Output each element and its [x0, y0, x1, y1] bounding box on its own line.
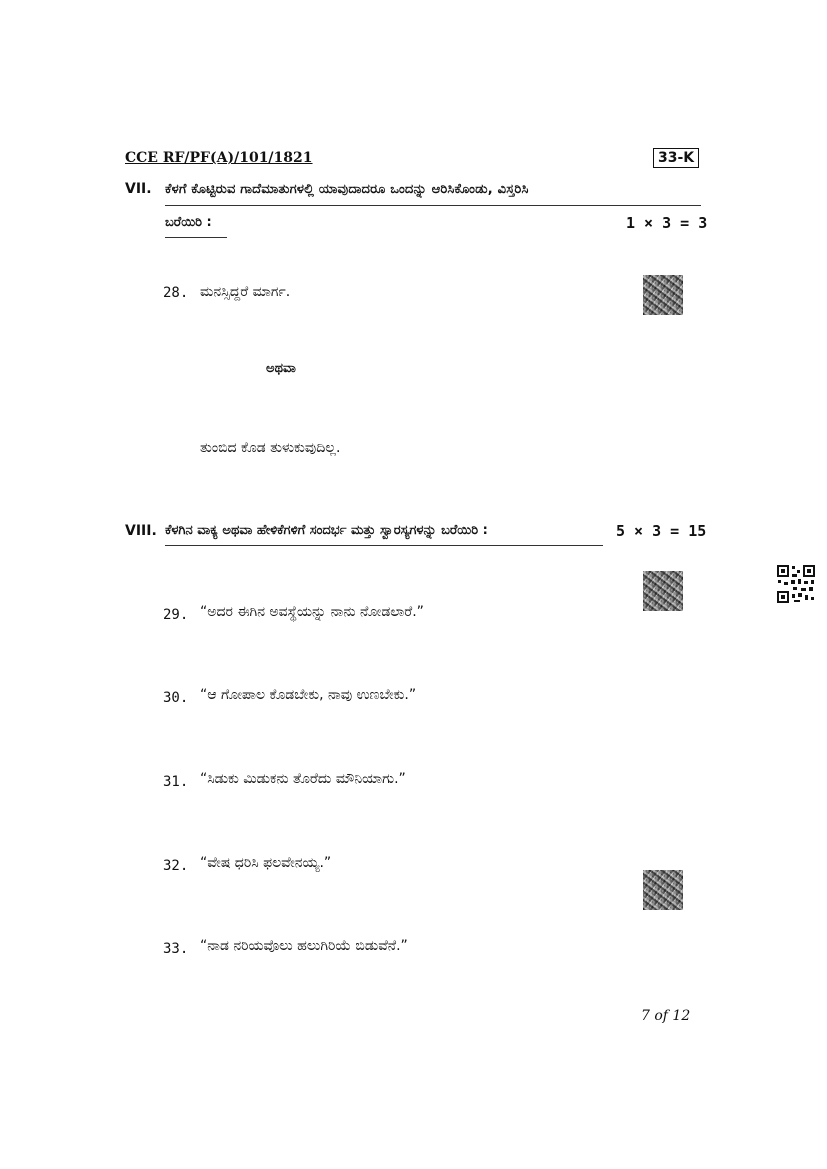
question-text: “ವೇಷ ಧರಿಸಿ ಫಲವೇನಯ್ಯ.” — [200, 855, 332, 871]
alternative-question-text: ತುಂಬಿದ ಕೊಡ ತುಳುಕುವುದಿಲ್ಲ. — [200, 440, 341, 456]
section-viii-number: VIII. — [125, 523, 157, 539]
question-text: “ನಾಡ ನರಿಯವೊಲು ಹಲುಗಿರಿಯೆ ಬಿಡುವೆನೆ.” — [200, 938, 408, 954]
question-text: “ಸಿಡುಕು ಮಿಡುಕನು ತೊರೆದು ಮೌನಿಯಾಗು.” — [200, 771, 406, 787]
section-viii-marks: 5 × 3 = 15 — [616, 522, 707, 540]
noise-pattern-icon — [643, 870, 683, 910]
section-viii-instruction: ಕೆಳಗಿನ ವಾಕ್ಯ ಅಥವಾ ಹೇಳಿಕೆಗಳಿಗೆ ಸಂದರ್ಭ ಮತ್ತು ಸ್ವಾರಸ್ಯಗಳನ್ನು ಬರೆಯಿರಿ : — [165, 523, 488, 538]
section-vii-rule-2 — [165, 237, 227, 238]
question-text: ಮನಸ್ಸಿದ್ದರೆ ಮಾರ್ಗ. — [200, 284, 291, 300]
section-vii-marks: 1 × 3 = 3 — [626, 214, 708, 232]
exam-code: CCE RF/PF(A)/101/1821 — [125, 150, 313, 166]
section-vii-number: VII. — [125, 181, 152, 197]
question-number: 32. — [163, 858, 189, 874]
page-number: 7 of 12 — [641, 1008, 691, 1024]
question-number: 29. — [163, 607, 189, 623]
paper-tag: 33-K — [653, 148, 699, 168]
question-number: 28. — [163, 285, 189, 301]
qr-code-icon — [776, 564, 816, 604]
question-text: “ಆ ಗೋಪಾಲ ಕೊಡಬೇಕು, ನಾವು ಉಣಬೇಕು.” — [200, 687, 417, 703]
section-viii-rule — [165, 545, 603, 546]
question-number: 31. — [163, 774, 189, 790]
section-vii-rule-1 — [165, 205, 701, 206]
or-label: ಅಥವಾ — [266, 361, 296, 376]
question-text: “ಅದರ ಈಗಿನ ಅವಸ್ಥೆಯನ್ನು ನಾನು ನೋಡಲಾರೆ.” — [200, 604, 424, 620]
question-number: 30. — [163, 690, 189, 706]
section-vii-instruction-line1: ಕೆಳಗೆ ಕೊಟ್ಟಿರುವ ಗಾದೆಮಾತುಗಳಲ್ಲಿ ಯಾವುದಾದರೂ ಒಂದನ್ನು ಆರಿಸಿಕೊಂಡು, ವಿಸ್ತರಿಸಿ — [165, 182, 529, 197]
section-vii-instruction-line2: ಬರೆಯಿರಿ : — [165, 215, 212, 230]
noise-pattern-icon — [643, 275, 683, 315]
question-number: 33. — [163, 941, 189, 957]
noise-pattern-icon — [643, 571, 683, 611]
